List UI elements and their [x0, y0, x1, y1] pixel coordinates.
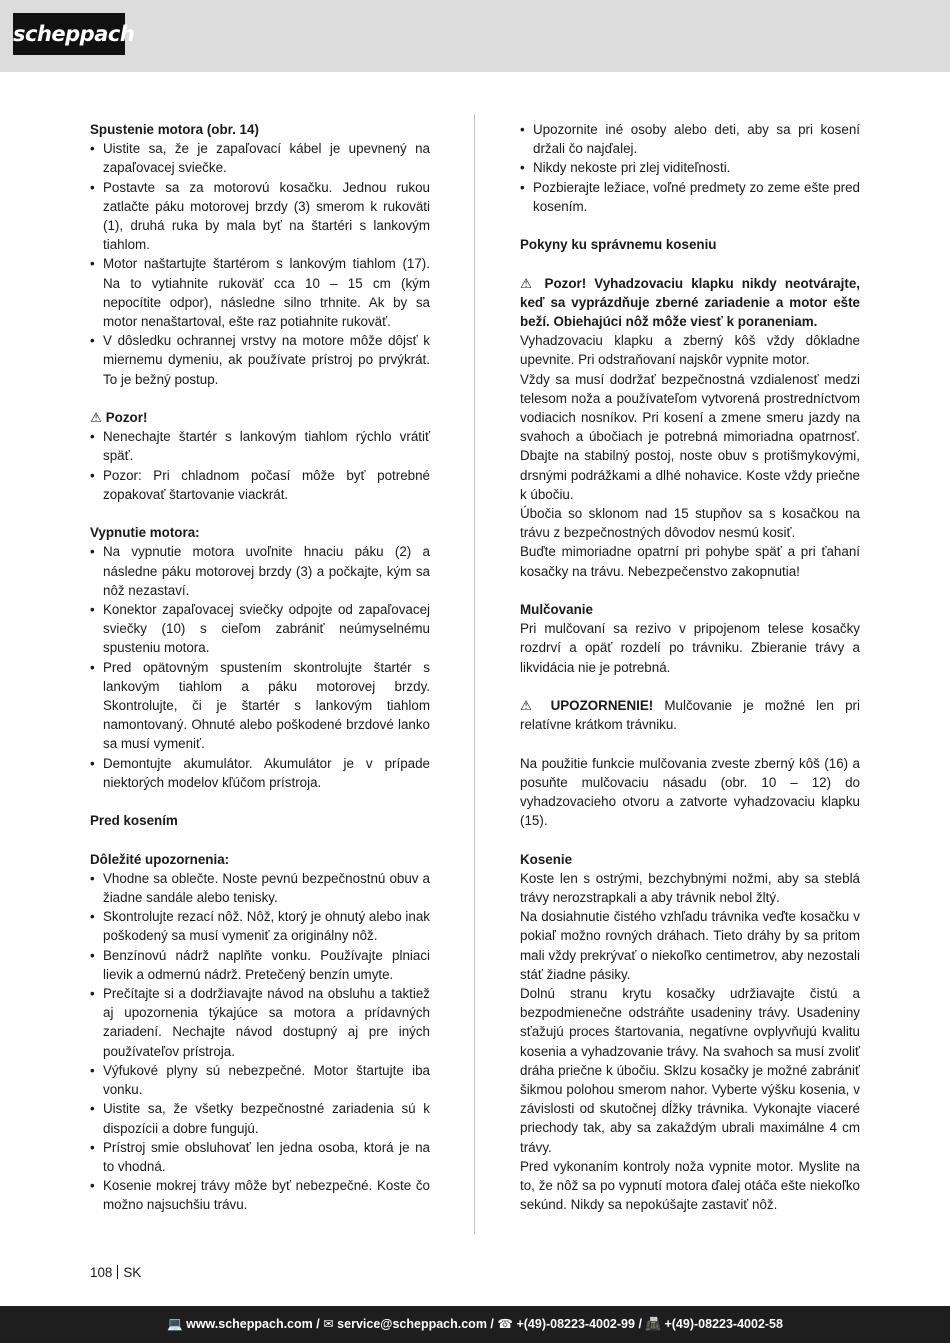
paragraph: Úbočia so sklonom nad 15 stupňov sa s kosačkou na trávu z bezpečnostných dôvodov nesmú kosiť.: [520, 506, 860, 541]
page-number-value: 108: [90, 1265, 113, 1280]
pozor-heading: [90, 408, 430, 427]
paragraph: Buďte mimoriadne opatrní pri pohybe späť a pri ťahaní kosačky na trávu. Nebezpečenstvo zakopnutia!: [520, 544, 860, 579]
paragraph: Pred vykonaním kontroly noža vypnite motor. Myslite na to, že nôž sa po vypnutí motora ďalej otáča ešte niekoľko sekúnd. Nikdy sa nepokúšajte zastaviť nôž.: [520, 1158, 860, 1213]
list-item: • Demontujte akumulátor. Akumulátor je v prípade niektorých modelov kľúčom prístroja.: [90, 754, 430, 792]
motor-start-list: [90, 139, 430, 389]
list-item: • Uistite sa, že je zapaľovací kábel je upevnený na zapaľovacej sviečke.: [90, 139, 430, 177]
warning-icon: ⚠: [520, 275, 537, 291]
list-item: • Pozor: Pri chladnom počasí môže byť potrebné zopakovať štartovanie viackrát.: [90, 466, 430, 504]
section-title-important-notes: Dôležité upozornenia:: [90, 851, 230, 867]
list-item: • Benzínovú nádrž naplňte vonku. Používajte plniaci lievik a odmernú nádrž. Pretečený benzín umyte.: [90, 946, 430, 984]
list-item: • Postavte sa za motorovú kosačku. Jednou rukou zatlačte páku motorovej brzdy (3) smerom k rukoväti (1), druhá ruka by mala byť na štartéri s lankovým tiahlom.: [90, 178, 430, 255]
warning-icon: ⚠: [520, 698, 540, 714]
scheppach-logo: scheppach: [13, 13, 125, 55]
warning-paragraph: [520, 274, 860, 332]
important-notes-list: [90, 869, 430, 1215]
list-item: • Skontrolujte rezací nôž. Nôž, ktorý je ohnutý alebo inak poškodený sa musí vymeniť za originálny nôž.: [90, 907, 430, 945]
motor-stop-list: [90, 542, 430, 792]
page-number: [90, 1265, 141, 1280]
section-title-mulching: Mulčovanie: [520, 602, 593, 618]
page-number-separator: [117, 1265, 118, 1279]
list-item: • Motor naštartujte štartérom s lankovým tiahlom (17). Na to vytiahnite rukoväť cca 10 – 15 cm (kým nepocítite odpor), následne silno trhnite. Ak by sa motor nenaštartoval, ešte raz potiahnite rukoväť.: [90, 254, 430, 331]
pozor-list: [90, 427, 430, 504]
paragraph: Koste len s ostrými, bezchybnými nožmi, aby sa steblá trávy nerozstrapkali a aby trávnik nebol žltý.: [520, 870, 860, 906]
list-item: • Pred opätovným spustením skontrolujte štartér s lankovým tiahlom a páku motorovej brzdy. Skontrolujte, či je štartér s lankovým tiahlom namontovaný. Ohnuté alebo poškodené brzdové lanko sa musí vymeniť.: [90, 658, 430, 754]
phone-number: +(49)-08223-4002-99: [516, 1317, 635, 1331]
continued-notes-list: [520, 120, 860, 216]
fax-icon: 📠: [645, 1317, 661, 1331]
left-column: [90, 120, 430, 1215]
right-column: [520, 120, 860, 1214]
list-item: • Výfukové plyny sú nebezpečné. Motor štartujte iba vonku.: [90, 1061, 430, 1099]
warning-icon: ⚠: [90, 410, 103, 426]
fax-number: +(49)-08223-4002-58: [664, 1317, 783, 1331]
section-title-mowing: Kosenie: [520, 851, 573, 867]
list-item: • Upozornite iné osoby alebo deti, aby sa pri kosení držali čo najďalej.: [520, 120, 860, 158]
list-item: • Vhodne sa oblečte. Noste pevnú bezpečnostnú obuv a žiadne sandále alebo tenisky.: [90, 869, 430, 907]
mail-icon: ✉: [323, 1317, 334, 1331]
email-link[interactable]: service@scheppach.com: [337, 1317, 487, 1331]
paragraph: Vždy sa musí dodržať bezpečnostná vzdialenosť medzi telesom noža a používateľom vytvorená prostredníctvom vodiacich nosníkov. Pri kosení a zmene smeru jazdy na svahoch a úbočiach je potrebná mimoriadna opatrnosť. Dbajte na stabilný postoj, noste obuv s protišmykovými, drsnými podrážkami a dlhé nohavice. Koste vždy priečne k úbočiu.: [520, 371, 860, 502]
section-title-before-mowing: Pred kosením: [90, 813, 178, 829]
footer-separator: /: [638, 1317, 642, 1331]
footer-separator: /: [316, 1317, 320, 1331]
list-item: • Na vypnutie motora uvoľnite hnaciu páku (2) a následne páku motorovej brzdy (3) a počkajte, kým sa nôž nezastaví.: [90, 542, 430, 600]
list-item: • Uistite sa, že všetky bezpečnostné zariadenia sú k dispozícii a dobre fungujú.: [90, 1099, 430, 1137]
paragraph: Na dosiahnutie čistého vzhľadu trávnika veďte kosačku v pokiaľ možno rovných dráhach. Tieto dráhy by sa pritom mali vždy prekrývať o niekoľko centimetrov, aby nezostali stáť žiadne pásiky.: [520, 909, 860, 982]
language-code: SK: [123, 1265, 142, 1280]
list-item: • Prečítajte si a dodržiavajte návod na obsluhu a taktiež aj upozornenia týkajúce sa motora a prídavných zariadení. Nechajte návod dostupný aj pre iných používateľov prístroja.: [90, 984, 430, 1061]
paragraph: Vyhadzovaciu klapku a zberný kôš vždy dôkladne upevnite. Pri odstraňovaní najskôr vypnite motor.: [520, 333, 860, 368]
column-divider: [474, 114, 475, 1234]
website-link[interactable]: www.scheppach.com: [186, 1317, 313, 1331]
list-item: • Konektor zapaľovacej sviečky odpojte od zapaľovacej sviečky (10) s cieľom zabrániť neúmyselnému spusteniu motora.: [90, 600, 430, 658]
list-item: • Nikdy nekoste pri zlej viditeľnosti.: [520, 158, 860, 177]
warning-label: UPOZORNENIE!: [550, 698, 654, 714]
section-title-motor-start: Spustenie motora (obr. 14): [90, 122, 259, 137]
footer-separator: /: [490, 1317, 494, 1331]
list-item: • Pozbierajte ležiace, voľné predmety zo zeme ešte pred kosením.: [520, 178, 860, 216]
mulching-warning: [520, 696, 860, 734]
section-title-motor-stop: Vypnutie motora:: [90, 525, 200, 541]
warning-text: Pozor! Vyhadzovaciu klapku nikdy neotvárajte, keď sa vyprázdňuje zberné zariadenie a motor ešte beží. Obiehajúci nôž môže viesť k poraneniam.: [520, 275, 860, 329]
warning-text: Mulčovanie je možné len pri relatívne krátkom trávniku.: [520, 698, 860, 733]
list-item: • Kosenie mokrej trávy môže byť nebezpečné. Koste čo možno najsuchšiu trávu.: [90, 1176, 430, 1214]
list-item: • V dôsledku ochrannej vrstvy na motore môže dôjsť k miernemu dymeniu, ak používate prístroj po prvýkrát. To je bežný postup.: [90, 331, 430, 389]
page-header: [0, 0, 950, 72]
page-footer: [0, 1306, 950, 1343]
computer-icon: 💻: [167, 1317, 183, 1331]
list-item: • Prístroj smie obsluhovať len jedna osoba, ktorá je na to vhodná.: [90, 1138, 430, 1176]
paragraph: Na použitie funkcie mulčovania zveste zberný kôš (16) a posuňte mulčovaciu násadu (obr. 10 – 12) do vyhadzovacieho otvoru a zatvorte vyhadzovaciu klapku (15).: [520, 755, 860, 829]
paragraph: Dolnú stranu krytu kosačky udržiavajte čistú a bezpodmienečne odstráňte usadeniny trávy. Usadeniny sťažujú proces štartovania, negatívne ovplyvňujú kvalitu kosenia a vyhadzovanie trávy. Na svahoch sa musí zvoliť dráha priečne k úbočiu. Sklzu kosačky je možné zabrániť šikmou polohou smerom nahor. Vyberte výšku kosenia, v závislosti od skutočnej dĺžky trávnika. Vykonajte viaceré priechody tak, aby sa zakaždým ubrali maximálne 4 cm trávy.: [520, 986, 860, 1155]
list-item: • Nenechajte štartér s lankovým tiahlom rýchlo vrátiť späť.: [90, 427, 430, 465]
pozor-title: Pozor!: [105, 410, 148, 426]
phone-icon: ☎: [497, 1317, 513, 1331]
paragraph: Pri mulčovaní sa rezivo v pripojenom telese kosačky rozdrví a opäť rozdelí po trávniku. Zbieranie trávy a likvidácia nie je potrebná.: [520, 621, 860, 675]
section-title-correct-mowing: Pokyny ku správnemu koseniu: [520, 237, 717, 253]
